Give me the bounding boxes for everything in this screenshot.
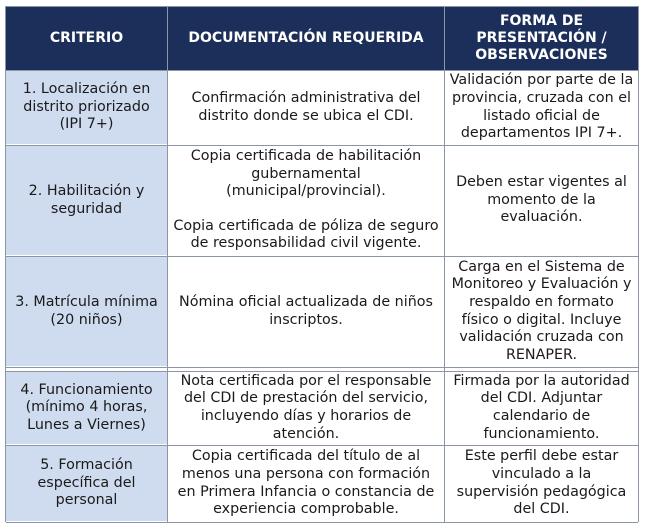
table-row-4-documentacion (168, 372, 444, 444)
row-5-documentacion-text: Copia certificada del título de al menos una persona con formación en Primera Infancia o constancia de experiencia comprobable. (177, 448, 435, 518)
row-2-criterio-text: 2. Habilitación y seguridad (28, 182, 145, 217)
grid-line (6, 371, 638, 372)
row-2-documentacion-text: Copia certificada de habilitación gubernamental (municipal/provincial). (190, 148, 422, 200)
table-row-2-criterio (6, 146, 167, 255)
header-observaciones-line2: PRESENTACIÓN / (476, 30, 607, 46)
table-row-5-observaciones (445, 446, 638, 521)
table-row-3-criterio (6, 257, 167, 366)
row-1-observaciones-text: Validación por parte de la provincia, cruzada con el listado oficial de departamentos IPI 7+. (449, 72, 634, 142)
row-1-documentacion-text: Confirmación administrativa del distrito donde se ubica el CDI. (191, 89, 421, 124)
table-row-5-criterio (6, 446, 167, 521)
header-observaciones (445, 7, 638, 70)
table-row-4-observaciones (445, 372, 638, 444)
table-row-4-criterio (6, 372, 167, 444)
table-row-3-documentacion (168, 257, 444, 366)
grid-line (6, 145, 638, 146)
row-1-criterio-text: 1. Localización en distrito priorizado (IPI 7+) (22, 81, 151, 133)
row-2-documentacion-text-2: Copia certificada de póliza de seguro de responsabilidad civil vigente. (173, 217, 439, 252)
header-criterio-label: CRITERIO (49, 30, 124, 46)
table-row-5-documentacion (168, 446, 444, 521)
row-4-observaciones-text: Firmada por la autoridad del CDI. Adjuntar calendario de funcionamiento. (453, 372, 630, 442)
row-2-observaciones-text: Deben estar vigentes al momento de la evaluación. (456, 174, 627, 226)
row-4-documentacion-text: Nota certificada por el responsable del CDI de prestación del servicio, incluyendo días y horarios de atención. (180, 372, 432, 442)
grid-line (6, 522, 638, 523)
header-observaciones-line3: OBSERVACIONES (475, 47, 608, 63)
header-criterio (6, 7, 167, 70)
header-documentacion (168, 7, 444, 70)
table-row-1-documentacion (168, 71, 444, 144)
header-observaciones-line1: FORMA DE (499, 13, 584, 29)
row-4-criterio-text: 4. Funcionamiento (mínimo 4 horas, Lunes a Viernes) (20, 381, 153, 433)
grid-line (6, 367, 638, 368)
grid-line (6, 256, 638, 257)
header-documentacion-label: DOCUMENTACIÓN REQUERIDA (188, 30, 424, 46)
grid-line (6, 445, 638, 446)
row-3-observaciones-text: Carga en el Sistema de Monitoreo y Evaluación y respaldo en formato físico o digital. Incluye validación cruzada con RENAPER. (451, 258, 632, 363)
table-row-2-documentacion (168, 146, 444, 255)
table-row-3-observaciones (445, 257, 638, 366)
row-3-documentacion-text: Nómina oficial actualizada de niños inscriptos. (179, 293, 433, 328)
table-row-1-observaciones (445, 71, 638, 144)
grid-line (6, 70, 638, 71)
row-5-observaciones-text: Este perfil debe estar vinculado a la supervisión pedagógica del CDI. (456, 448, 627, 518)
grid-line (6, 6, 638, 7)
row-5-criterio-text: 5. Formación específica del personal (37, 457, 136, 509)
grid-line (638, 6, 639, 522)
row-3-criterio-text: 3. Matrícula mínima (20 niños) (15, 293, 158, 328)
table-row-2-observaciones (445, 146, 638, 255)
table-row-1-criterio (6, 71, 167, 144)
